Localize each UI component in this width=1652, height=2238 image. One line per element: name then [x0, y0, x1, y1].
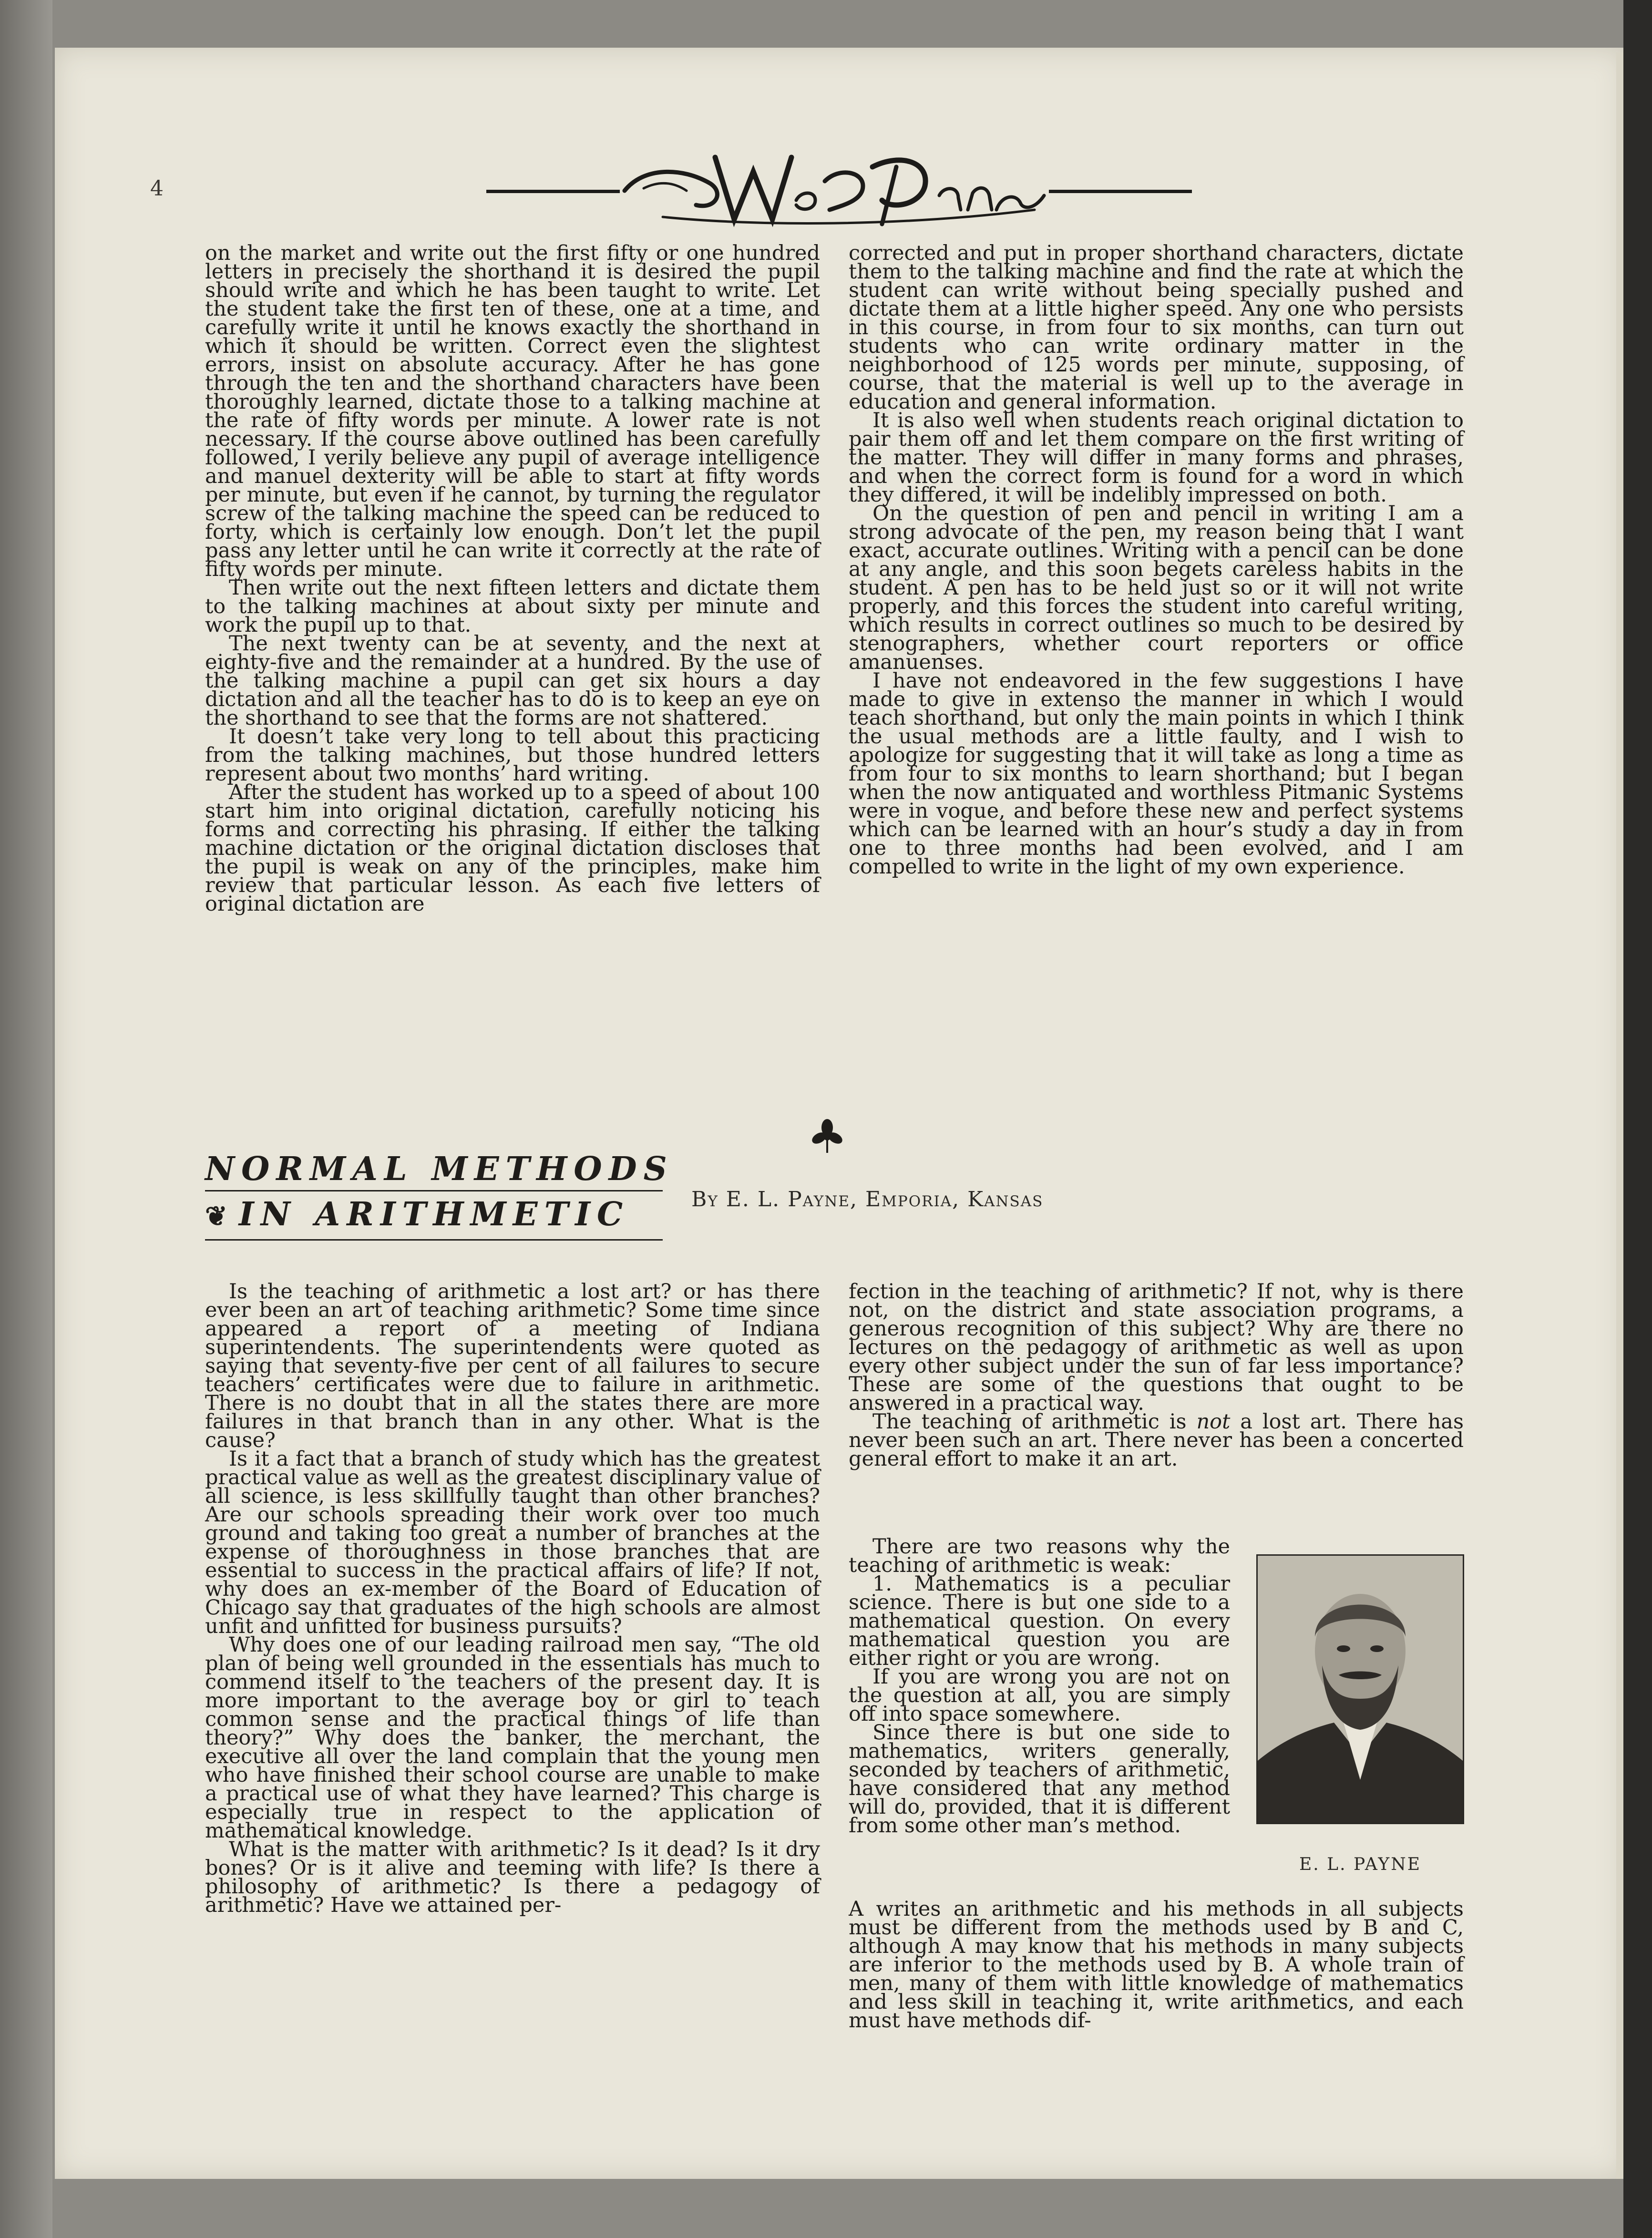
paragraph: I have not endeavored in the few suggestions I have made to give in extenso the manner in which I would teach shorthand, but only the main points in which I think the usual methods are a little faulty, and I wish to apologize for suggesting that it will take as long a time as from four to six months to learn shorthand; but I began when the now antiquated and worthless Pitmanic Systems were in vogue, and before these new and perfect systems which can be learned with an hour’s study a day in from one to three months had been evolved, and I am compelled to write in the light of my own experience.	[849, 669, 1464, 879]
title-rule-bottom	[205, 1239, 663, 1241]
column-top-right	[849, 241, 1464, 879]
column-bottom-right	[849, 1280, 1464, 1471]
fleuron-ornament-icon	[806, 1113, 849, 1156]
paragraph: It is also well when students reach original dictation to pair them off and let them compare on the first writing of the matter. They will differ in many forms and phrases, and when the correct form is found for a word in which they differed, it will be indelibly impressed on both.	[849, 409, 1464, 507]
paragraph: fection in the teaching of arithmetic? If not, why is there not, on the district and state association programs, a generous recognition of this subject? Why are there no lectures on the pedagogy of arithmetic as well as upon every other subject under the sun of far less importance? These are some of the questions that ought to be answered in a practical way.	[849, 1280, 1464, 1415]
paragraph: 1. Mathematics is a peculiar science. There is but one side to a mathematical question. On every mathematical question you are either right or you are wrong.	[849, 1572, 1230, 1670]
paragraph: The next twenty can be at seventy, and the next at eighty-five and the remainder at a hundred. By the use of the talking machine a pupil can get six hours a day dictation and all the teacher has to do is to keep an eye on the shorthand to see that the forms are not shattered.	[205, 632, 820, 730]
paragraph: On the question of pen and pencil in writing I am a strong advocate of the pen, my reason being that I want exact, accurate outlines. Writing with a pencil can be done at any angle, and this soon begets careless habits in the student. A pen has to be held just so or it will not write properly, and this forces the student into careful writing, which results in correct outlines so much to be desired by stenographers, whether court reporters or office amanuenses.	[849, 502, 1464, 674]
article-title	[205, 1149, 674, 1241]
article-title-line-1: NORMAL METHODS	[205, 1150, 674, 1188]
text-run: a lost art. There has never been such an art. There never has been a concerted general effort to make it an art.	[849, 1410, 1464, 1471]
article-title-line-2-wrap	[205, 1194, 663, 1236]
column-bottom-right-narrow	[849, 1535, 1230, 1838]
emphasis-text: not	[1196, 1410, 1231, 1434]
portrait-caption: E. L. PAYNE	[1299, 1855, 1421, 1874]
column-bottom-left	[205, 1280, 820, 1917]
paragraph: A writes an arithmetic and his methods in all subjects must be different from the methods used by B and C, although A may know that his methods in many subjects are inferior to the methods used by B. A whole train of men, many of them with little knowledge of mathematics and less skill in teaching it, write arithmetics, and each must have methods dif-	[849, 1897, 1464, 2033]
paragraph-lost-art	[849, 1410, 1464, 1471]
masthead-rule-right	[1049, 190, 1192, 193]
column-top-left	[205, 241, 820, 916]
paragraph: Since there is but one side to mathematics, writers generally, seconded by teachers of arithmetic, have considered that any method will do, provided, that it is different from some other man’s method.	[849, 1721, 1230, 1838]
paragraph: corrected and put in proper shorthand characters, dictate them to the talking machine and find the rate at which the student can write without being specially pushed and dictate them at a little higher speed. Any one who persists in this course, in from four to six months, can turn out students who can write ordinary matter in the neighborhood of 125 words per minute, supposing, of course, that the material is well up to the average in education and general information.	[849, 241, 1464, 414]
scan-background-right	[1623, 0, 1652, 2238]
text-run: The teaching of arithmetic is	[872, 1410, 1197, 1434]
title-rule	[205, 1190, 663, 1191]
byline: By E. L. Payne, Emporia, Kansas	[691, 1187, 1044, 1211]
paragraph: Is the teaching of arithmetic a lost art? or has there ever been an art of teaching arithmetic? Some time since appeared a report of a meeting of Indiana superintendents. The superintendents were quoted as saying that seventy-five per cent of all failures to secure teachers’ certificates were due to failure in arithmetic. There is no doubt that in all the states there are more failures in that branch than in any other. What is the cause?	[205, 1280, 820, 1452]
masthead	[486, 138, 1192, 234]
paragraph: It doesn’t take very long to tell about this practicing from the talking machines, but those hundred letters represent about two months’ hard writing.	[205, 725, 820, 786]
paragraph: Is it a fact that a branch of study which has the greatest practical value as well as the greatest disciplinary value of all science, is less skillfully taught than other branches? Are our schools spreading their work over too much ground and taking too great a number of branches at the expense of thoroughness in those branches that are essential to success in the practical affairs of life? If not, why does an ex-member of the Board of Education of Chicago say that graduates of the high schools are almost unfit and unfitted for business pursuits?	[205, 1447, 820, 1638]
scan-background-left	[0, 0, 52, 2238]
page-number: 4	[150, 176, 164, 201]
paragraph: There are two reasons why the teaching of arithmetic is weak:	[849, 1535, 1230, 1577]
portrait-photo	[1256, 1554, 1464, 1824]
article-title-line-2: IN ARITHMETIC	[238, 1195, 630, 1233]
paragraph: What is the matter with arithmetic? Is it dead? Is it dry bones? Or is it alive and teeming with life? Is there a philosophy of arithmetic? Is there a pedagogy of arithmetic? Have we attained per-	[205, 1838, 820, 1917]
paragraph: Then write out the next fifteen letters and dictate them to the talking machines at about sixty per minute and work the pupil up to that.	[205, 576, 820, 637]
paragraph: After the student has worked up to a speed of about 100 start him into original dictation, carefully noticing his forms and correcting his phrasing. If either the talking machine dictation or the original dictation discloses that the pupil is weak on any of the principles, make him review that particular lesson. As each five letters of original dictation are	[205, 780, 820, 916]
paragraph: If you are wrong you are not on the question at all, you are simply off into space somewhere.	[849, 1665, 1230, 1726]
portrait-image	[1258, 1556, 1463, 1823]
western-penman-logo	[615, 138, 1054, 234]
paragraph: on the market and write out the first fifty or one hundred letters in precisely the shorthand it is desired the pupil should write and which he has been taught to write. Let the student take the first ten of these, one at a time, and carefully write it until he knows exactly the shorthand in which it should be written. Correct even the slightest errors, insist on absolute accuracy. After he has gone through the ten and the shorthand characters have been thoroughly learned, dictate those to a talking machine at the rate of fifty words per minute. A lower rate is not necessary. If the course above outlined has been carefully followed, I verily believe any pupil of average intelligence and manuel dexterity will be able to start at fifty words per minute, but even if he cannot, by turning the regulator screw of the talking machine the speed can be reduced to forty, which is certainly low enough. Don’t let the pupil pass any letter until he can write it correctly at the rate of fifty words per minute.	[205, 241, 820, 581]
column-bottom-right-tail	[849, 1897, 1464, 2033]
masthead-rule-left	[486, 190, 620, 193]
paragraph: Why does one of our leading railroad men say, “The old plan of being well grounded in the essentials has much to commend itself to the teachers of the present day. It is more important to the average boy or girl to teach common sense and the practical things of life than theory?” Why does the banker, the merchant, the executive all over the land complain that the young men who have finished their school course are unable to make a practical use of what they have learned? This charge is especially true in respect to the application of mathematical knowledge.	[205, 1633, 820, 1843]
leaf-ornament-icon: ❦	[205, 1201, 227, 1232]
